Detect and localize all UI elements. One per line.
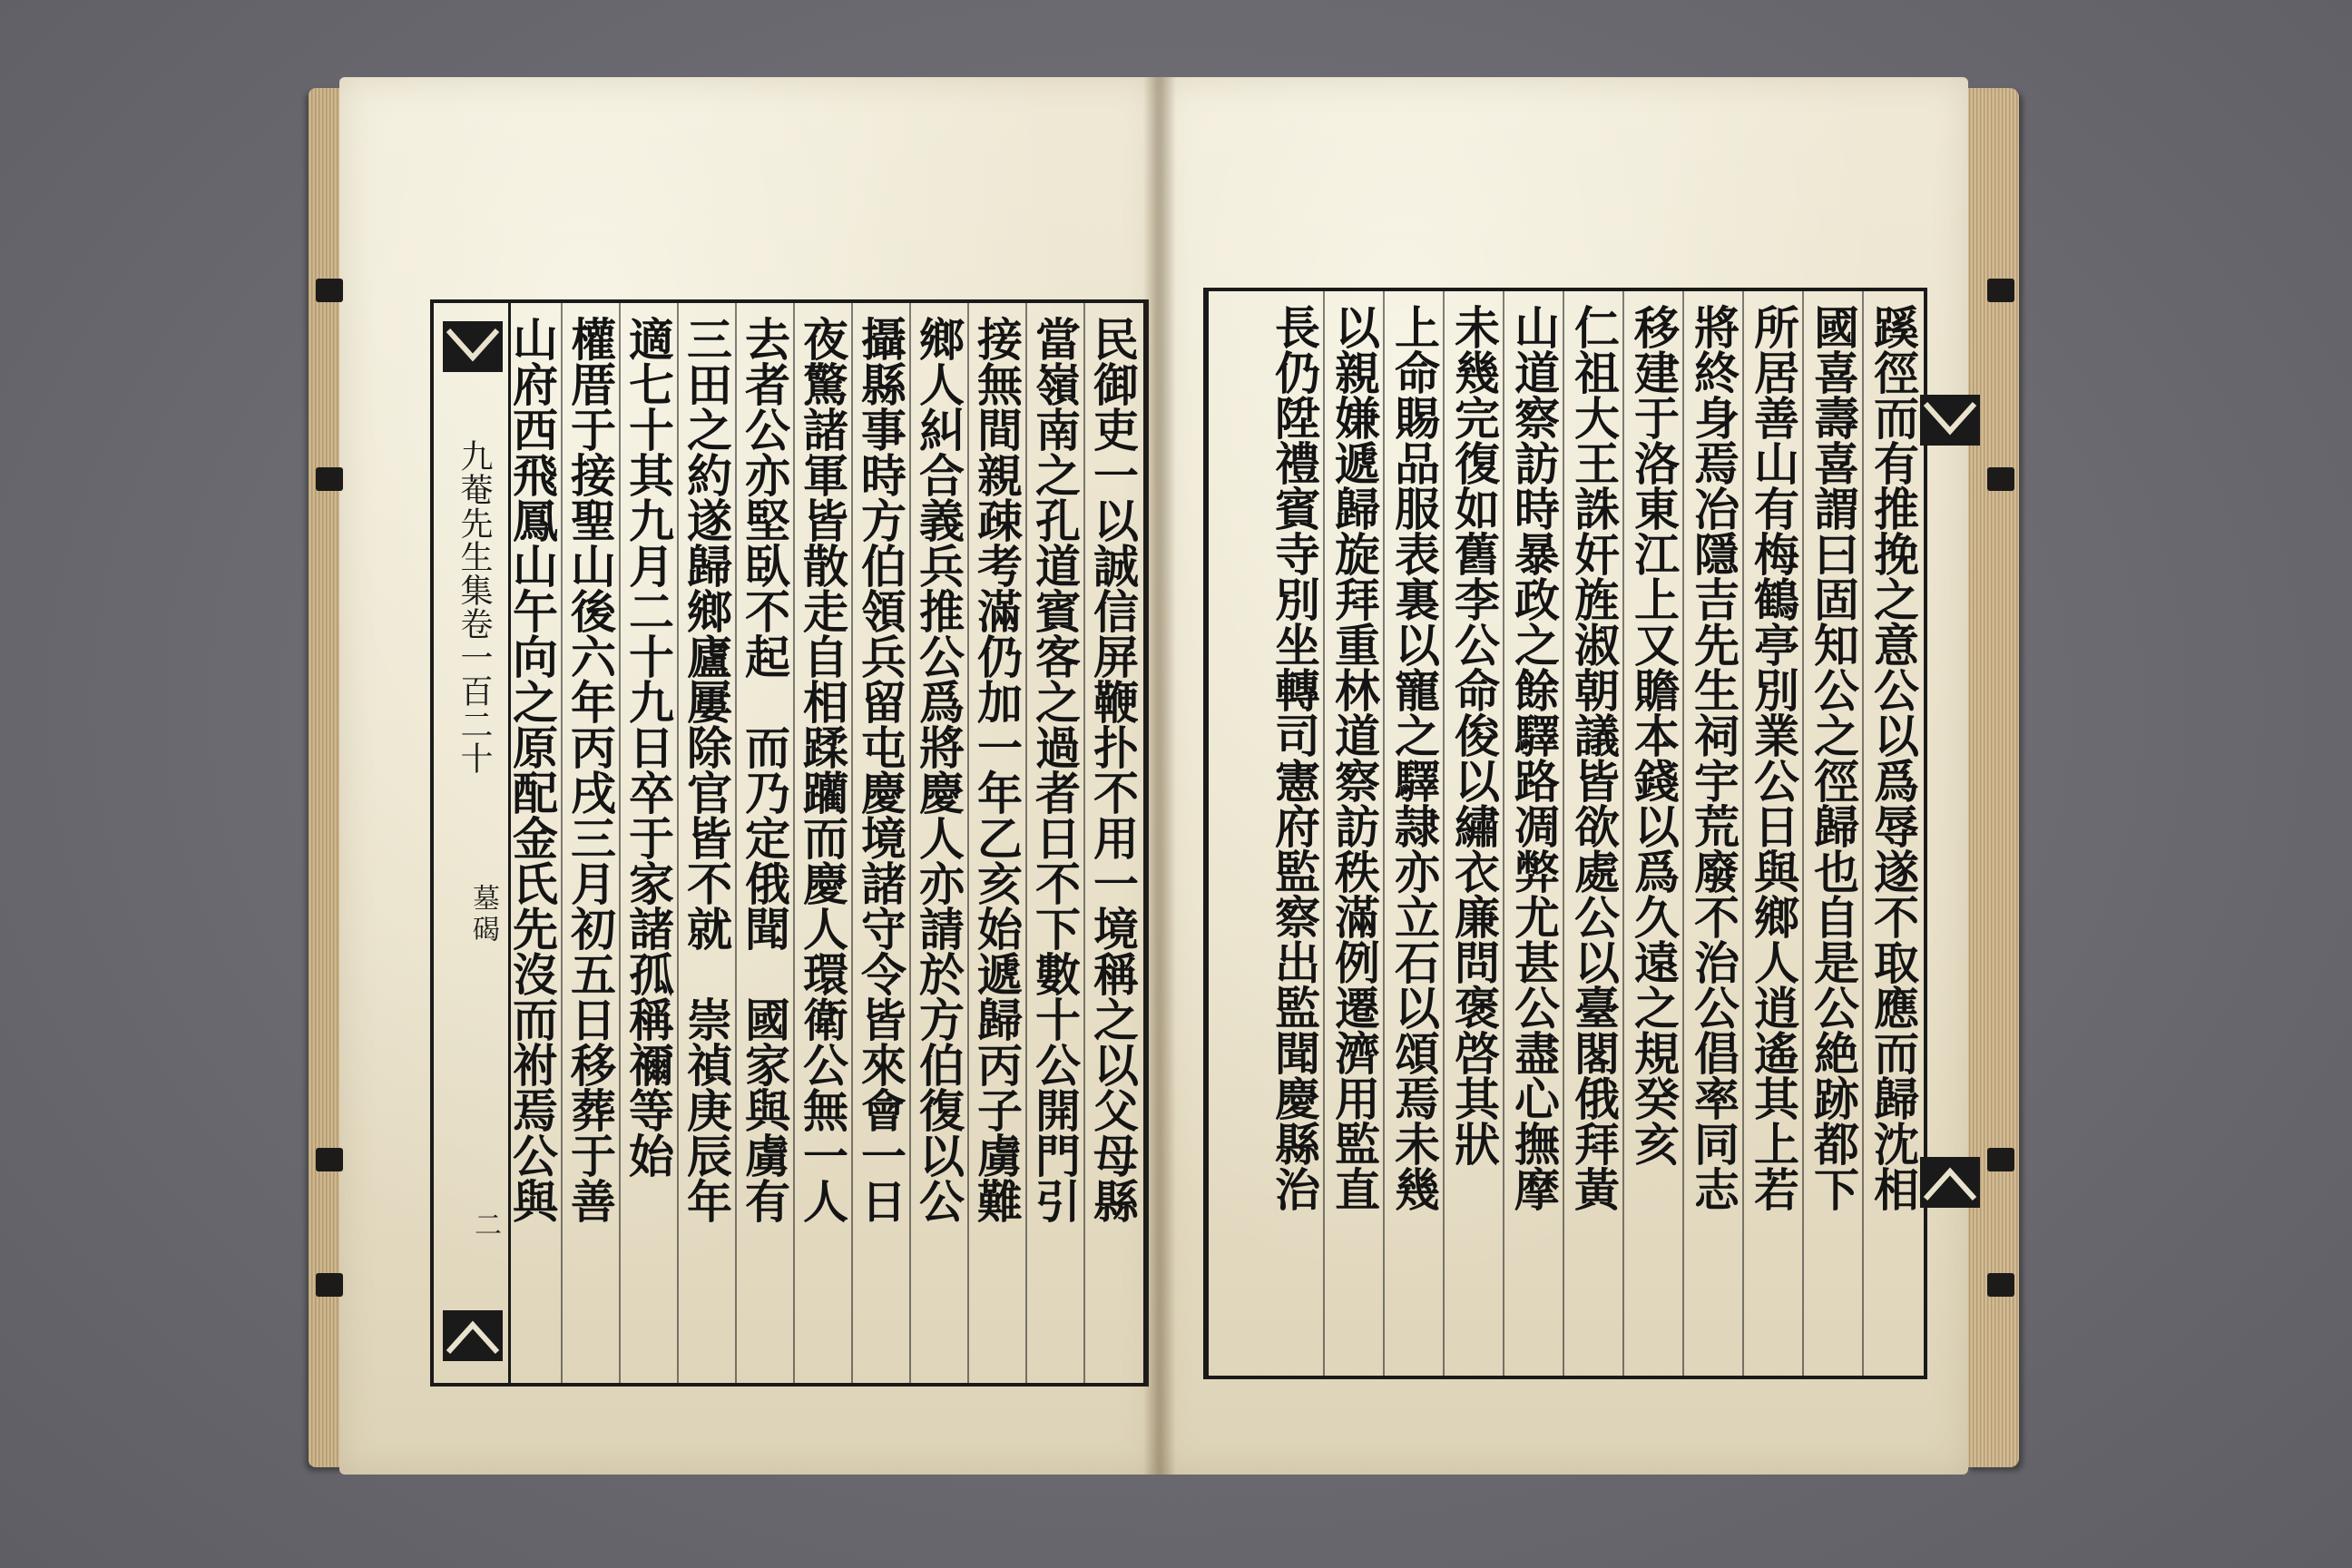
column-rule xyxy=(1323,291,1325,1376)
text-column: 上命賜品服表裏以寵之驛隷亦立石以頌焉未幾 xyxy=(1387,304,1441,1211)
text-column: 攝縣事時方伯領兵留屯慶境諸守令皆來會一日 xyxy=(854,316,907,1223)
column-rule xyxy=(677,303,679,1383)
column-rule xyxy=(1563,291,1564,1376)
text-column: 移建于洛東江上又贍本錢以爲久遠之規癸亥 xyxy=(1627,304,1681,1166)
binding-stitch xyxy=(1987,1148,2014,1171)
binding-stitch xyxy=(1987,1273,2014,1297)
left-page xyxy=(339,77,1158,1475)
binding-stitch xyxy=(1987,467,2014,491)
column-rule xyxy=(1622,291,1624,1376)
binding-stitch xyxy=(1987,279,2014,302)
text-column: 接無間親疎考滿仍加一年乙亥始遞歸丙子虜難 xyxy=(970,316,1024,1223)
column-rule xyxy=(619,303,621,1383)
column-rule xyxy=(1025,303,1027,1383)
column-rule xyxy=(851,303,853,1383)
text-column: 去者公亦堅臥不起 而乃定俄聞 國家與虜有 xyxy=(738,316,791,1223)
text-column: 夜驚諸軍皆散走自相蹂躪而慶人環衛公無一人 xyxy=(796,316,849,1223)
column-rule xyxy=(967,303,969,1383)
column-rule xyxy=(1443,291,1445,1376)
section-label: 墓碣 xyxy=(467,884,499,946)
text-column: 蹊徑而有推挽之意公以爲辱遂不取應而歸沈相 xyxy=(1867,304,1920,1211)
column-rule xyxy=(1383,291,1385,1376)
fish-tail-right-top-icon xyxy=(1920,395,1980,446)
folio-number: 二 xyxy=(469,1210,501,1238)
fish-tail-top-icon xyxy=(443,321,503,372)
text-column: 三田之約遂歸鄉廬屢除官皆不就 崇禎庚辰年 xyxy=(680,316,733,1223)
banxin-column xyxy=(437,303,511,1383)
column-rule xyxy=(793,303,795,1383)
fish-tail-bottom-icon xyxy=(443,1310,503,1361)
fish-tail-right-bottom-icon xyxy=(1920,1157,1980,1208)
left-page-frame xyxy=(430,299,1149,1387)
column-rule xyxy=(1802,291,1804,1376)
right-page-frame xyxy=(1203,288,1927,1379)
column-rule xyxy=(1083,303,1085,1383)
text-column: 長仍陞禮賓寺別坐轉司憲府監察出監聞慶縣治 xyxy=(1268,304,1321,1211)
text-column: 民御吏一以誠信屏鞭扑不用一境稱之以父母縣 xyxy=(1086,316,1140,1223)
column-rule xyxy=(1742,291,1744,1376)
binding-stitch xyxy=(316,467,343,491)
text-column: 適七十其九月二十九日卒于家諸孤稱禰等始 xyxy=(622,316,675,1178)
book-gutter xyxy=(1143,77,1176,1475)
text-column: 將終身焉冶隱吉先生祠宇荒廢不治公倡率同志 xyxy=(1687,304,1740,1211)
column-rule xyxy=(561,303,563,1383)
text-column: 仁祖大王誅奸旌淑朝議皆欲處公以臺閣俄拜黃 xyxy=(1567,304,1621,1211)
binding-stitch xyxy=(316,1148,343,1171)
open-book xyxy=(309,77,2019,1479)
column-rule xyxy=(909,303,911,1383)
book-title-vertical: 九菴先生集卷一百二十 xyxy=(456,439,493,775)
text-column: 未幾完復如舊李公命俊以繡衣廉問褒啓其狀 xyxy=(1447,304,1501,1166)
right-page xyxy=(1158,77,1968,1475)
column-rule xyxy=(1503,291,1504,1376)
binding-stitch xyxy=(316,279,343,302)
column-rule xyxy=(1682,291,1684,1376)
text-column: 所居善山有梅鶴亭別業公日與鄉人逍遙其上若 xyxy=(1747,304,1800,1211)
text-column: 以親嫌遞歸旋拜重林道察訪秩滿例遷濟用監直 xyxy=(1328,304,1381,1211)
text-column: 鄉人糾合義兵推公爲將慶人亦請於方伯復以公 xyxy=(912,316,965,1223)
text-column: 權厝于接聖山後六年丙戌三月初五日移葬于善 xyxy=(564,316,617,1223)
column-rule xyxy=(1862,291,1864,1376)
binding-stitch xyxy=(316,1273,343,1297)
text-column: 山府西飛鳳山午向之原配金氏先沒而祔焉公與 xyxy=(505,316,559,1223)
text-column: 當嶺南之孔道賓客之過者日不下數十公開門引 xyxy=(1028,316,1082,1223)
column-rule xyxy=(735,303,737,1383)
text-column: 國喜壽喜謂曰固知公之徑歸也自是公絶跡都下 xyxy=(1807,304,1860,1211)
text-column: 山道察訪時暴政之餘驛路凋弊尤甚公盡心撫摩 xyxy=(1507,304,1561,1211)
